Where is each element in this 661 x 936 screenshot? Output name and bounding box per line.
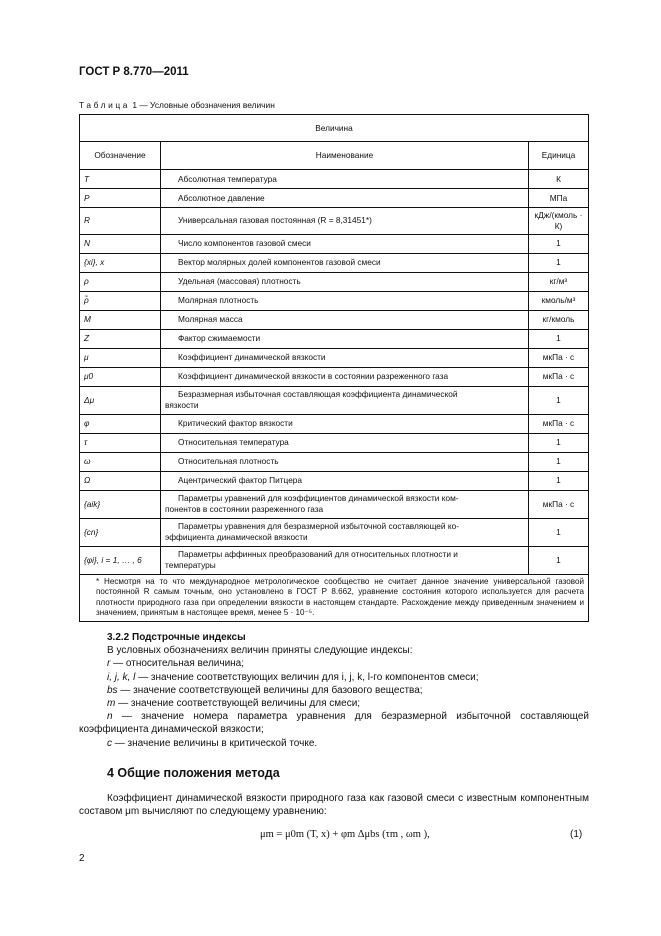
section-4-paragraph: Коэффициент динамической вязкости природного газа как газовой смеси с известным компонентным составом μm вычисляют по следующему уравнению:: [79, 793, 589, 818]
row-name: Фактор сжимаемости: [161, 329, 529, 348]
table-row: [80, 329, 589, 348]
row-unit: 1: [528, 234, 588, 253]
column-header-name: Наименование: [161, 142, 529, 170]
index-item: bs — значение соответствующей величины для базового вещества;: [107, 684, 423, 696]
table-row: [80, 348, 589, 367]
row-symbol: M: [80, 310, 161, 329]
table-row: [80, 310, 589, 329]
column-header-unit: Единица: [528, 142, 588, 170]
index-item: r — относительная величина;: [107, 658, 245, 670]
row-symbol: τ: [80, 433, 161, 452]
row-symbol: ρ̃: [80, 291, 161, 310]
row-unit: 1: [528, 386, 588, 414]
row-unit: 1: [528, 253, 588, 272]
document-header: ГОСТ Р 8.770—2011: [79, 66, 189, 78]
table-row: [80, 546, 589, 574]
row-symbol: {xi}, x: [80, 253, 161, 272]
row-name: Универсальная газовая постоянная (R = 8,31451*): [161, 208, 529, 235]
row-name: Относительная плотность: [161, 452, 529, 471]
table-row: [80, 471, 589, 490]
table-row: [80, 291, 589, 310]
row-symbol: Z: [80, 329, 161, 348]
index-item: m — значение соответствующей величины для смеси;: [107, 698, 361, 710]
row-symbol: P: [80, 189, 161, 208]
row-name: Параметры аффинных преобразований для относительных плотности и температуры: [161, 546, 529, 574]
index-item: c — значение величины в критической точке.: [107, 737, 318, 749]
row-symbol: T: [80, 170, 161, 189]
row-unit: МПа: [528, 189, 588, 208]
section-3-2-2: [79, 631, 589, 750]
table-row: [80, 189, 589, 208]
row-symbol: {cn}: [80, 518, 161, 546]
row-name: Параметры уравнения для безразмерной избыточной составляющей ко- эффициента динамической вязкости: [161, 518, 529, 546]
row-name: Относительная температура: [161, 433, 529, 452]
row-symbol: R: [80, 208, 161, 235]
table-row: [80, 452, 589, 471]
row-unit: мкПа · с: [528, 414, 588, 433]
row-name: Критический фактор вязкости: [161, 414, 529, 433]
row-unit: К: [528, 170, 588, 189]
index-list: [79, 657, 589, 749]
table-row: [80, 170, 589, 189]
table-caption-rest: 1 — Условные обозначения величин: [132, 100, 275, 110]
table-row: [80, 518, 589, 546]
row-unit: кмоль/м³: [528, 291, 588, 310]
page-number: 2: [79, 853, 85, 864]
row-unit: 1: [528, 471, 588, 490]
row-name: Коэффициент динамической вязкости: [161, 348, 529, 367]
row-unit: 1: [528, 329, 588, 348]
table-row: [80, 234, 589, 253]
table-row: [80, 414, 589, 433]
row-symbol: ω: [80, 452, 161, 471]
row-symbol: N: [80, 234, 161, 253]
table-group-header: Величина: [80, 115, 589, 142]
row-name: Абсолютное давление: [161, 189, 529, 208]
column-header-symbol: Обозначение: [80, 142, 161, 170]
section-322-intro: В условных обозначениях величин приняты следующие индексы:: [107, 645, 413, 657]
row-name: Коэффициент динамической вязкости в состоянии разреженного газа: [161, 367, 529, 386]
table-row: [80, 367, 589, 386]
table-row: [80, 386, 589, 414]
row-unit: мкПа · с: [528, 367, 588, 386]
row-name: Ацентрический фактор Питцера: [161, 471, 529, 490]
row-symbol: Δμ: [80, 386, 161, 414]
section-4-heading: 4 Общие положения метода: [107, 766, 280, 780]
row-unit: 1: [528, 433, 588, 452]
row-symbol: μ: [80, 348, 161, 367]
row-unit: кг/кмоль: [528, 310, 588, 329]
row-name: Параметры уравнений для коэффициентов динамической вязкости ком- понентов в состоянии разреженного газа: [161, 490, 529, 518]
table-row: [80, 253, 589, 272]
row-unit: мкПа · с: [528, 490, 588, 518]
index-item: n — значение номера параметра уравнения для безразмерной избыточной составляющей коэффициента динамической вязкости;: [79, 711, 589, 736]
table-caption: [79, 100, 275, 110]
row-name: Молярная масса: [161, 310, 529, 329]
row-symbol: ρ: [80, 272, 161, 291]
row-symbol: Ω: [80, 471, 161, 490]
table-row: [80, 208, 589, 235]
section-322-heading: 3.2.2 Подстрочные индексы: [107, 632, 246, 643]
row-unit: кДж/(кмоль · К): [528, 208, 588, 235]
row-unit: мкПа · с: [528, 348, 588, 367]
row-symbol: φ: [80, 414, 161, 433]
row-name: Безразмерная избыточная составляющая коэффициента динамической вязкости: [161, 386, 529, 414]
equation-1: μm = μ0m (T, x) + φm Δμbs (τm , ωm ),: [260, 829, 430, 840]
row-name: Удельная (массовая) плотность: [161, 272, 529, 291]
row-unit: кг/м³: [528, 272, 588, 291]
row-unit: 1: [528, 546, 588, 574]
table-footnote: * Несмотря на то что международное метрологическое сообщество не считает данное значение универсальной газовой постоянной R самым точным, оно установлено в ГОСТ Р 8.662, уравнение состояния которого используется для расчета плотности природного газа при определении вязкости в настоящем стандарте. Расхождение между приведенным значением и значением, принятым в настоящее время, менее 5 · 10⁻⁵.: [80, 574, 589, 621]
table-body: [80, 170, 589, 575]
row-name: Число компонентов газовой смеси: [161, 234, 529, 253]
row-unit: 1: [528, 518, 588, 546]
equation-number: (1): [570, 829, 583, 840]
row-symbol: {φi}, i = 1, … , 6: [80, 546, 161, 574]
index-item: i, j, k, l — значение соответствующих величин для i, j, k, l-го компонентов смеси;: [107, 671, 479, 683]
table-caption-word: Таблица: [79, 100, 131, 110]
row-symbol: μ0: [80, 367, 161, 386]
table-row: [80, 433, 589, 452]
row-unit: 1: [528, 452, 588, 471]
table-row: [80, 490, 589, 518]
row-name: Абсолютная температура: [161, 170, 529, 189]
row-name: Молярная плотность: [161, 291, 529, 310]
table-row: [80, 272, 589, 291]
row-symbol: {aik}: [80, 490, 161, 518]
row-name: Вектор молярных долей компонентов газовой смеси: [161, 253, 529, 272]
symbols-table: [79, 114, 589, 622]
